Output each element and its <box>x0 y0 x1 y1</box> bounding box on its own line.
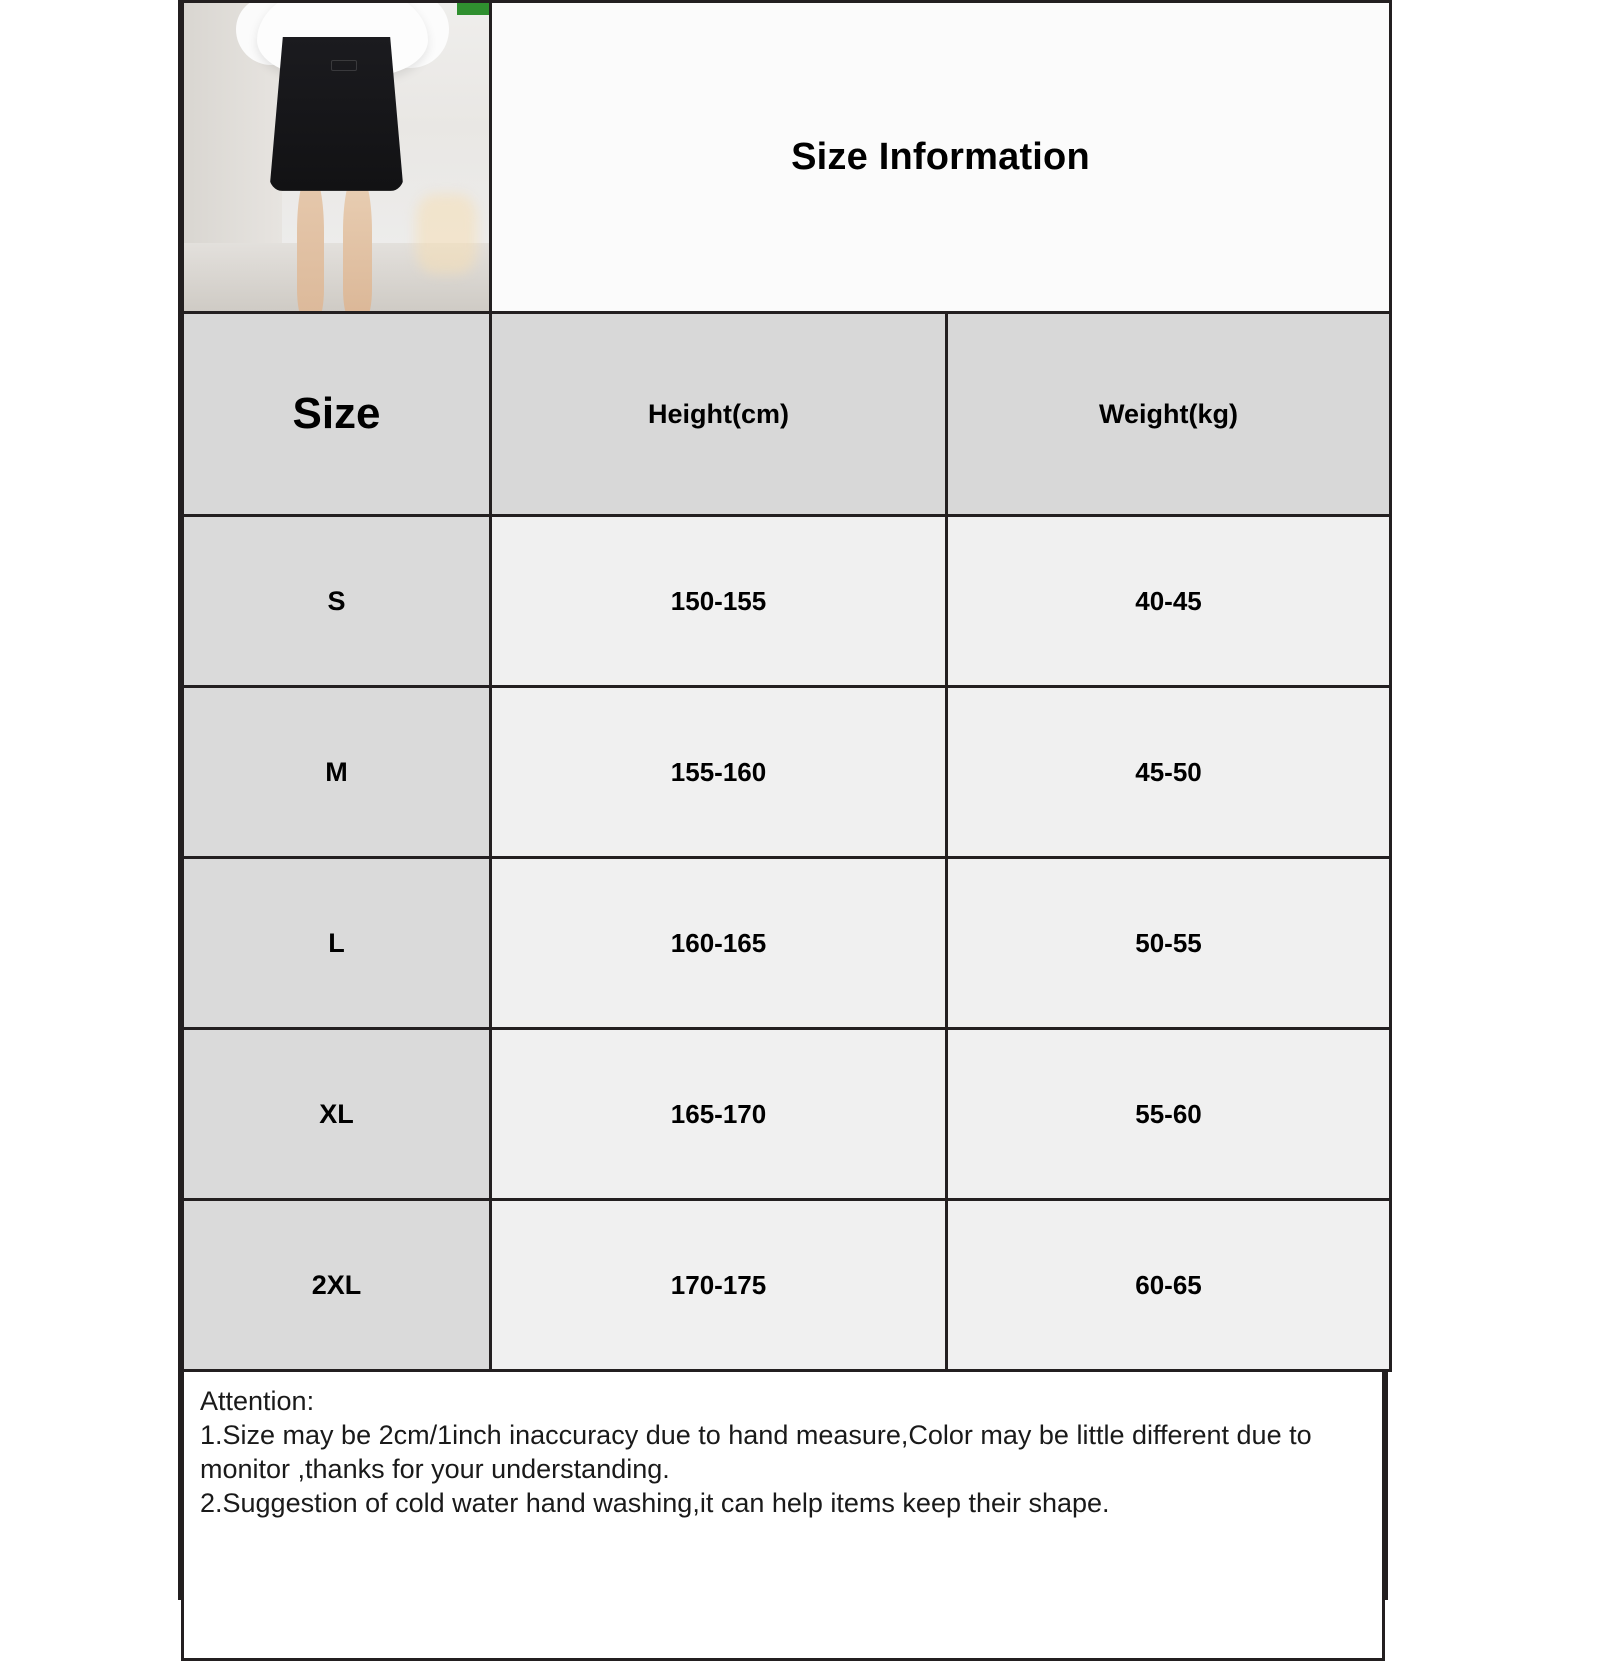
cell-height-m: 155-160 <box>491 687 947 858</box>
attention-spacer <box>200 1520 1368 1632</box>
cell-size-2xl: 2XL <box>183 1200 491 1371</box>
attention-section <box>181 1372 1385 1661</box>
table-row <box>183 1029 1391 1200</box>
table-header-row <box>183 313 1391 516</box>
table-row <box>183 858 1391 1029</box>
cell-height-2xl: 170-175 <box>491 1200 947 1371</box>
attention-note-2: 2.Suggestion of cold water hand washing,it can help items keep their shape. <box>200 1488 1110 1519</box>
black-skirt <box>269 37 403 191</box>
skirt-pocket <box>331 60 357 71</box>
cell-weight-m: 45-50 <box>947 687 1391 858</box>
product-photo-cell <box>183 2 491 313</box>
model-leg-left <box>297 175 324 311</box>
cell-height-s: 150-155 <box>491 516 947 687</box>
column-header-size: Size <box>183 313 491 516</box>
attention-note-1: 1.Size may be 2cm/1inch inaccuracy due to hand measure,Color may be little different due to monitor ,thanks for your understanding. <box>200 1420 1320 1485</box>
photo-light-highlight <box>416 194 477 274</box>
column-header-height: Height(cm) <box>491 313 947 516</box>
cell-size-m: M <box>183 687 491 858</box>
cell-height-l: 160-165 <box>491 858 947 1029</box>
table-row <box>183 1200 1391 1371</box>
column-header-weight: Weight(kg) <box>947 313 1391 516</box>
model-leg-right <box>343 175 372 311</box>
size-chart-page <box>178 0 1388 1600</box>
cell-weight-l: 50-55 <box>947 858 1391 1029</box>
product-photo <box>184 3 489 311</box>
page-title: Size Information <box>491 2 1391 313</box>
table-row <box>183 687 1391 858</box>
table-row-header-photo <box>183 2 1391 313</box>
cell-height-xl: 165-170 <box>491 1029 947 1200</box>
cell-size-l: L <box>183 858 491 1029</box>
cell-size-s: S <box>183 516 491 687</box>
cell-weight-xl: 55-60 <box>947 1029 1391 1200</box>
cell-weight-s: 40-45 <box>947 516 1391 687</box>
size-information-table <box>181 0 1392 1372</box>
table-row <box>183 516 1391 687</box>
attention-heading: Attention: <box>200 1386 315 1416</box>
cell-weight-2xl: 60-65 <box>947 1200 1391 1371</box>
cell-size-xl: XL <box>183 1029 491 1200</box>
green-marker-icon <box>457 3 489 15</box>
